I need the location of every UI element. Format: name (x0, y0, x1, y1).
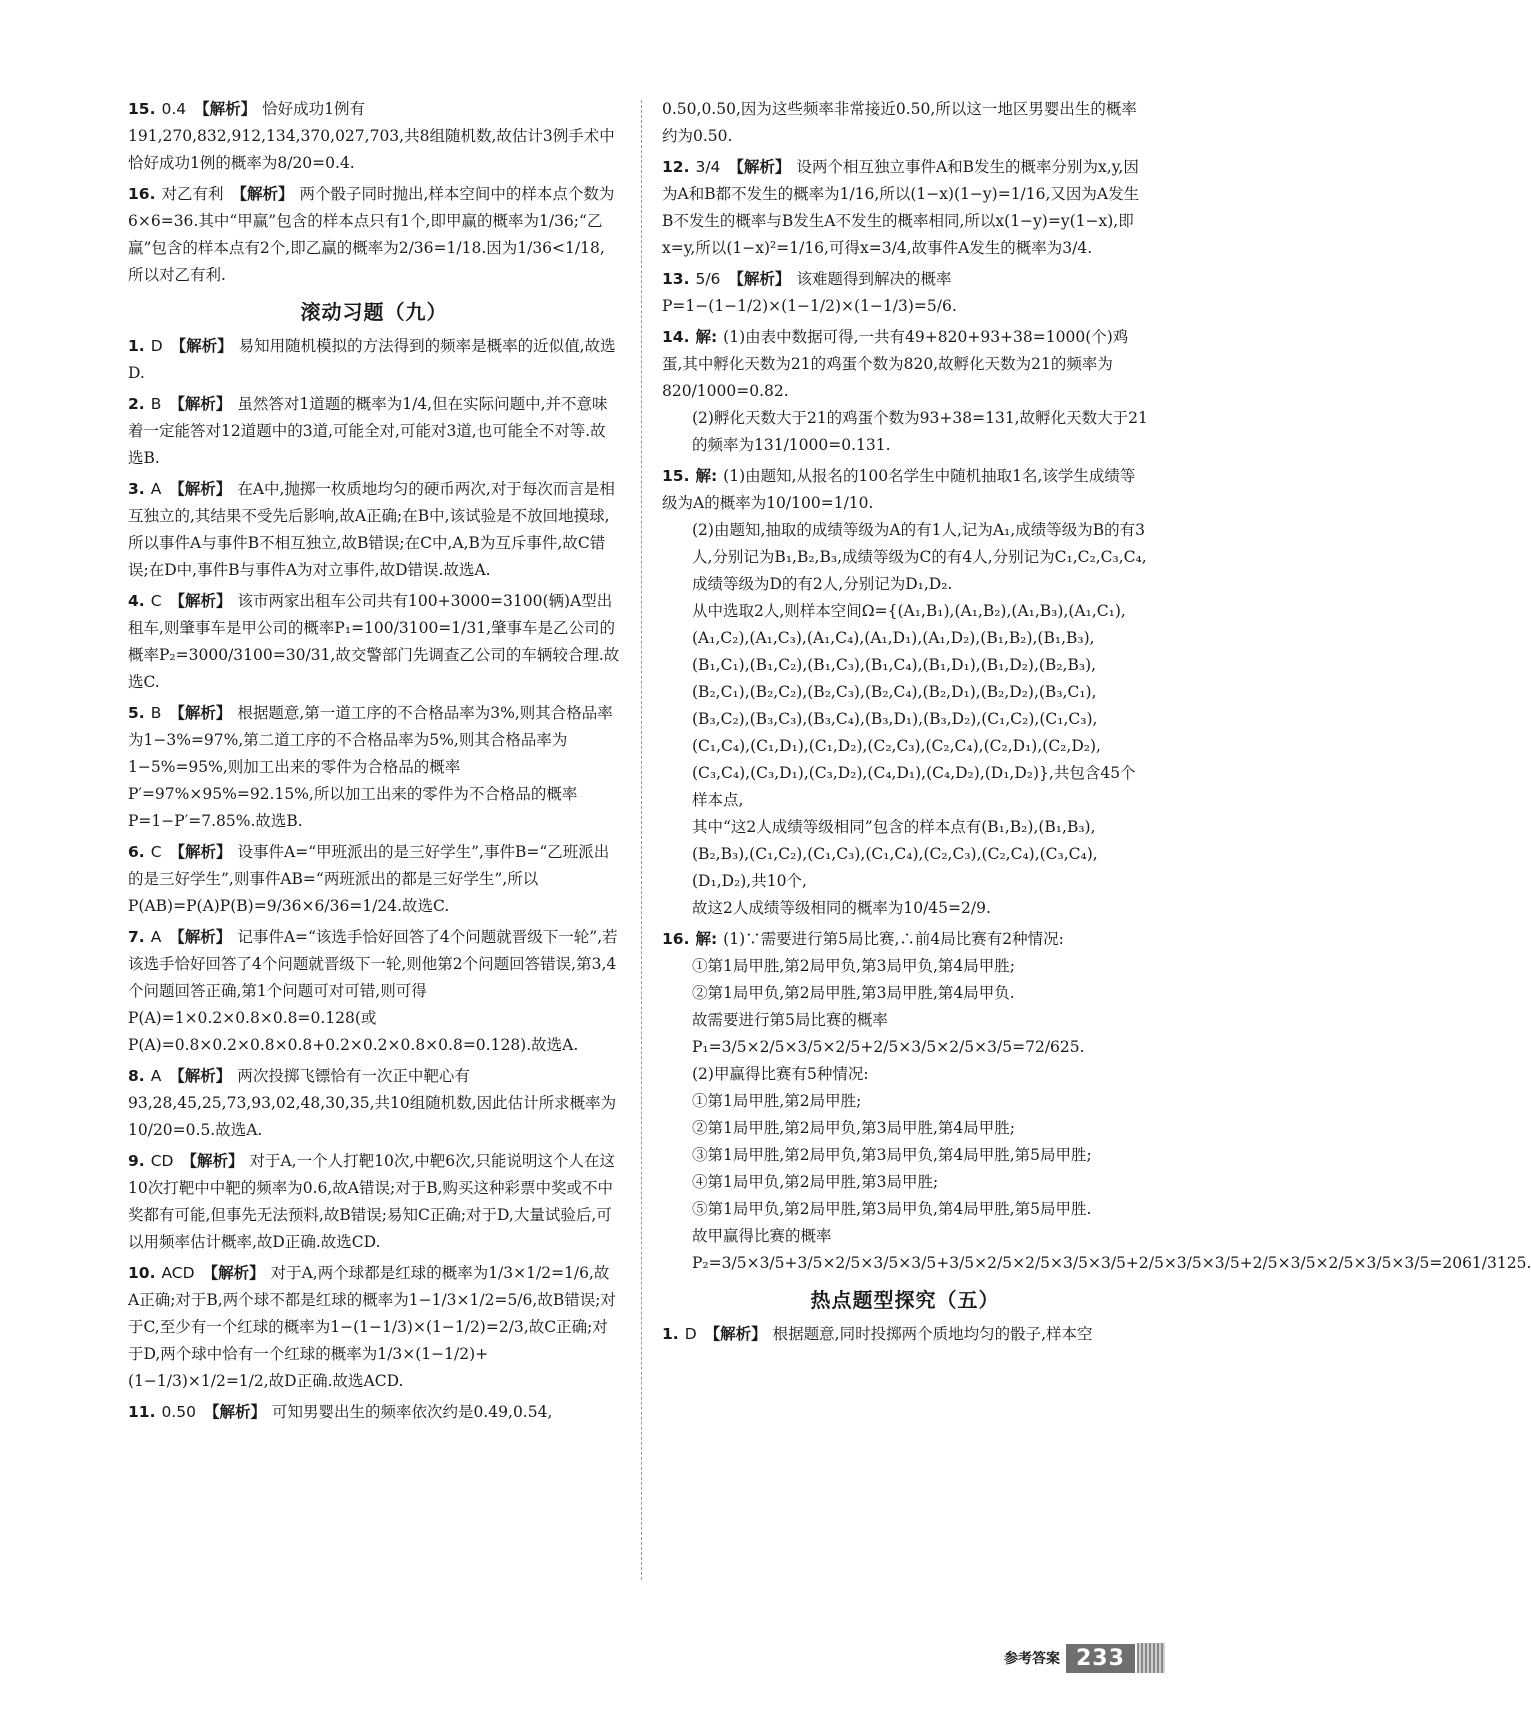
page-number: 233 (1066, 1644, 1135, 1673)
column-divider (641, 100, 642, 1580)
question-number: 4. (128, 592, 145, 610)
answer-line (128, 181, 620, 289)
explanation-text: 对于A,一个人打靶10次,中靶6次,只能说明这个人在这10次打靶中中靶的频率为0.6,故A错误;对于B,购买这种彩票中奖或不中奖都有可能,但事先无法预料,故B错误;易知C正确;对于D,大量试验后,可以用频率估计概率,故D正确.故选CD. (128, 1152, 616, 1251)
section-title: 热点题型探究（五） (810, 1288, 1000, 1312)
answer-choice: A (150, 928, 162, 946)
analysis-tag: 解: (695, 930, 718, 948)
analysis-tag: 【解析】 (728, 158, 791, 176)
answer-item (128, 1063, 620, 1144)
answer-item (128, 588, 620, 696)
answer-line (128, 588, 620, 696)
explanation-text: 该市两家出租车公司共有100+3000=3100(辆)A型出租车,则肇事车是甲公司的概率P₁=100/3100=1/31,肇事车是乙公司的概率P₂=3000/3100=30/31,故交警部门先调查乙公司的车辆较合理.故选C. (128, 592, 620, 691)
question-number: 6. (128, 843, 145, 861)
explanation-paragraph: ②第1局甲负,第2局甲胜,第3局甲胜,第4局甲负. (692, 984, 1015, 1002)
question-number: 1. (662, 1325, 679, 1343)
section-title: 滚动习题（九） (300, 300, 448, 324)
right-column (662, 96, 1531, 1352)
answer-item (662, 926, 1531, 1277)
answer-line (128, 1399, 620, 1426)
left-column (128, 96, 620, 1430)
analysis-tag: 【解析】 (169, 592, 232, 610)
explanation-paragraph: ⑤第1局甲负,第2局甲胜,第3局甲负,第4局甲胜,第5局甲胜. (692, 1200, 1092, 1218)
analysis-tag: 【解析】 (181, 1152, 244, 1170)
question-number: 15. (662, 467, 690, 485)
answer-choice: B (150, 704, 162, 722)
answer-item (128, 924, 620, 1059)
analysis-tag: 【解析】 (704, 1325, 767, 1343)
answer-item (128, 333, 620, 387)
analysis-tag: 【解析】 (169, 480, 232, 498)
explanation-text: 在A中,抛掷一枚质地均匀的硬币两次,对于每次而言是相互独立的,其结果不受先后影响,故A正确;在B中,该试验是不放回地摸球,所以事件A与事件B不相互独立,故B错误;在C中,A,B为互斥事件,故C错误;在D中,事件B与事件A为对立事件,故D错误.故选A. (128, 480, 615, 579)
answer-item (128, 839, 620, 920)
answer-line (128, 333, 620, 387)
answer-item (662, 96, 1148, 150)
explanation-text: 设事件A=“甲班派出的是三好学生”,事件B=“乙班派出的是三好学生”,则事件AB=“两班派出的都是三好学生”,所以P(AB)=P(A)P(B)=9/36×6/36=1/24.故选C. (128, 843, 610, 915)
answer-line (128, 1260, 620, 1395)
analysis-tag: 【解析】 (170, 337, 233, 355)
answer-line (128, 1063, 620, 1144)
explanation-paragraph: ①第1局甲胜,第2局甲负,第3局甲负,第4局甲胜; (692, 957, 1015, 975)
question-number: 15. (128, 100, 156, 118)
analysis-tag: 【解析】 (231, 185, 294, 203)
explanation-text: (1)∵需要进行第5局比赛,∴前4局比赛有2种情况: (723, 930, 1064, 948)
analysis-tag: 【解析】 (169, 1067, 232, 1085)
analysis-tag: 解: (695, 467, 718, 485)
answer-item (128, 1260, 620, 1395)
question-number: 3. (128, 480, 145, 498)
analysis-tag: 【解析】 (203, 1403, 266, 1421)
answer-line (662, 266, 1148, 320)
answer-line (128, 391, 620, 472)
answer-choice: D (684, 1325, 697, 1343)
answer-choice: B (150, 395, 162, 413)
answer-line (128, 700, 620, 835)
explanation-text: 两次投掷飞镖恰有一次正中靶心有93,28,45,25,73,93,02,48,30,35,共10组随机数,因此估计所求概率为10/20=0.5.故选A. (128, 1067, 617, 1139)
analysis-tag: 解: (695, 328, 718, 346)
question-number: 16. (128, 185, 156, 203)
question-number: 14. (662, 328, 690, 346)
analysis-tag: 【解析】 (169, 843, 232, 861)
answer-line (662, 324, 1148, 405)
explanation-paragraph: 其中“这2人成绩等级相同”包含的样本点有(B₁,B₂),(B₁,B₃),(B₂,B₃),(C₁,C₂),(C₁,C₃),(C₁,C₄),(C₂,C₃),(C₂,C₄),(C₃,C₄),(D₁,D₂),共10个, (692, 818, 1098, 890)
page-footer (1004, 1640, 1165, 1676)
question-number: 1. (128, 337, 145, 355)
explanation-text: 虽然答对1道题的概率为1/4,但在实际问题中,并不意味着一定能答对12道题中的3道,可能全对,可能对3道,也可能全不对等.故选B. (128, 395, 608, 467)
answer-item (128, 181, 620, 289)
explanation-text: (1)由表中数据可得,一共有49+820+93+38=1000(个)鸡蛋,其中孵化天数为21的鸡蛋个数为820,故孵化天数为21的频率为820/1000=0.82. (662, 328, 1129, 400)
answer-item (662, 154, 1148, 262)
answer-line (128, 839, 620, 920)
question-number: 16. (662, 930, 690, 948)
explanation-paragraph: 故甲赢得比赛的概率 (692, 1227, 832, 1245)
answer-choice: 0.50 (161, 1403, 196, 1421)
footer-label: 参考答案 (1004, 1651, 1060, 1667)
explanation-text: 记事件A=“该选手恰好回答了4个问题就晋级下一轮”,若该选手恰好回答了4个问题就晋级下一轮,则他第2个问题回答错误,第3,4个问题回答正确,第1个问题可对可错,则可得P(A)=1×0.2×0.8×0.8=0.128(或P(A)=0.8×0.2×0.8×0.8+0.2×0.2×0.8×0.8=0.128).故选A. (128, 928, 618, 1054)
answer-item (662, 266, 1148, 320)
answer-choice: 3/4 (695, 158, 721, 176)
explanation-text: (1)由题知,从报名的100名学生中随机抽取1名,该学生成绩等级为A的概率为10/100=1/10. (662, 467, 1136, 512)
answer-line (128, 476, 620, 584)
answer-item (128, 96, 620, 177)
explanation-text: 设两个相互独立事件A和B发生的概率分别为x,y,因为A和B都不发生的概率为1/16,所以(1−x)(1−y)=1/16,又因为A发生B不发生的概率与B发生A不发生的概率相同,所以x(1−y)=y(1−x),即x=y,所以(1−x)²=1/16,可得x=3/4,故事件A发生的概率为3/4. (662, 158, 1140, 257)
analysis-tag: 【解析】 (169, 704, 232, 722)
answer-choice: C (150, 592, 162, 610)
explanation-paragraph: 故这2人成绩等级相同的概率为10/45=2/9. (692, 899, 991, 917)
answer-choice: A (150, 1067, 162, 1085)
explanation-text: 该难题得到解决的概率P=1−(1−1/2)×(1−1/2)×(1−1/3)=5/6. (662, 270, 957, 315)
explanation-paragraph: 故需要进行第5局比赛的概率 (692, 1011, 888, 1029)
answer-line (128, 924, 620, 1059)
explanation-paragraph: ①第1局甲胜,第2局甲胜; (692, 1092, 862, 1110)
answer-choice: C (150, 843, 162, 861)
answer-choice: CD (150, 1152, 174, 1170)
explanation-paragraph: (2)由题知,抽取的成绩等级为A的有1人,记为A₁,成绩等级为B的有3人,分别记为B₁,B₂,B₃,成绩等级为C的有4人,分别记为C₁,C₂,C₃,C₄,成绩等级为D的有2人,分别记为D₁,D₂. (692, 521, 1147, 593)
explanation-text: 对于A,两个球都是红球的概率为1/3×1/2=1/6,故A正确;对于B,两个球不都是红球的概率为1−1/3×1/2=5/6,故B错误;对于C,至少有一个红球的概率为1−(1−1/3)×(1−1/2)=2/3,故C正确;对于D,两个球中恰有一个红球的概率为1/3×(1−1/2)+(1−1/3)×1/2=1/2,故D正确.故选ACD. (128, 1264, 616, 1390)
answer-item (128, 1399, 620, 1426)
answer-item (662, 463, 1148, 922)
answer-choice: 对乙有利 (161, 185, 224, 203)
explanation-text: 恰好成功1例有191,270,832,912,134,370,027,703,共8组随机数,故估计3例手术中恰好成功1例的概率为8/20=0.4. (128, 100, 615, 172)
answer-line (128, 1148, 620, 1256)
answer-item (128, 476, 620, 584)
answer-choice: ACD (161, 1264, 195, 1282)
explanation-paragraph: P₂=3/5×3/5+3/5×2/5×3/5×3/5+3/5×2/5×2/5×3/5×3/5+2/5×3/5×3/5+2/5×3/5×2/5×3/5×3/5=2061/3125. (692, 1254, 1531, 1272)
explanation-paragraph: ③第1局甲胜,第2局甲负,第3局甲负,第4局甲胜,第5局甲胜; (692, 1146, 1092, 1164)
explanation-paragraph: ④第1局甲负,第2局甲胜,第3局甲胜; (692, 1173, 939, 1191)
question-number: 8. (128, 1067, 145, 1085)
question-number: 10. (128, 1264, 156, 1282)
answer-line (662, 96, 1148, 150)
answer-item (128, 700, 620, 835)
analysis-tag: 【解析】 (169, 928, 232, 946)
answer-line (662, 926, 1148, 953)
analysis-tag: 【解析】 (728, 270, 791, 288)
answer-line (128, 96, 620, 177)
answer-choice: A (150, 480, 162, 498)
explanation-text: 易知用随机模拟的方法得到的频率是概率的近似值,故选D. (128, 337, 616, 382)
analysis-tag: 【解析】 (202, 1264, 265, 1282)
footer-decoration (1137, 1643, 1165, 1673)
explanation-text: 根据题意,第一道工序的不合格品率为3%,则其合格品率为1−3%=97%,第二道工序的不合格品率为5%,则其合格品率为1−5%=95%,则加工出来的零件为合格品的概率P′=97%×95%=92.15%,所以加工出来的零件为不合格品的概率P=1−P′=7.85%.故选B. (128, 704, 613, 830)
explanation-paragraph: (2)甲赢得比赛有5种情况: (692, 1065, 869, 1083)
question-number: 2. (128, 395, 145, 413)
explanation-paragraph: (2)孵化天数大于21的鸡蛋个数为93+38=131,故孵化天数大于21的频率为131/1000=0.131. (692, 409, 1148, 454)
question-number: 11. (128, 1403, 156, 1421)
explanation-text: 可知男婴出生的频率依次约是0.49,0.54, (272, 1403, 553, 1421)
explanation-paragraph: P₁=3/5×2/5×3/5×2/5+2/5×3/5×2/5×3/5=72/625. (692, 1038, 1085, 1056)
question-number: 13. (662, 270, 690, 288)
answer-item (128, 391, 620, 472)
answer-line (662, 154, 1148, 262)
explanation-text: 两个骰子同时抛出,样本空间中的样本点个数为6×6=36.其中“甲赢”包含的样本点只有1个,即甲赢的概率为1/36;“乙赢”包含的样本点有2个,即乙赢的概率为2/36=1/18.因为1/36<1/18,所以对乙有利. (128, 185, 615, 284)
answer-choice: 0.4 (161, 100, 187, 118)
explanation-paragraph: ②第1局甲胜,第2局甲负,第3局甲胜,第4局甲胜; (692, 1119, 1015, 1137)
answer-item (662, 324, 1148, 459)
answer-line (662, 463, 1148, 517)
question-number: 7. (128, 928, 145, 946)
analysis-tag: 【解析】 (169, 395, 232, 413)
answer-item (128, 1148, 620, 1256)
explanation-paragraph: 从中选取2人,则样本空间Ω={(A₁,B₁),(A₁,B₂),(A₁,B₃),(A₁,C₁),(A₁,C₂),(A₁,C₃),(A₁,C₄),(A₁,D₁),(A₁,D₂),(B₁,B₂),(B₁,B₃),(B₁,C₁),(B₁,C₂),(B₁,C₃),(B₁,C₄),(B₁,D₁),(B₁,D₂),(B₂,B₃),(B₂,C₁),(B₂,C₂),(B₂,C₃),(B₂,C₄),(B₂,D₁),(B₂,D₂),(B₃,C₁),(B₃,C₂),(B₃,C₃),(B₃,C₄),(B₃,D₁),(B₃,D₂),(C₁,C₂),(C₁,C₃),(C₁,C₄),(C₁,D₁),(C₁,D₂),(C₂,C₃),(C₂,C₄),(C₂,D₁),(C₂,D₂),(C₃,C₄),(C₃,D₁),(C₃,D₂),(C₄,D₁),(C₄,D₂),(D₁,D₂)},共包含45个样本点, (692, 602, 1136, 809)
explanation-text: 根据题意,同时投掷两个质地均匀的骰子,样本空 (772, 1325, 1093, 1343)
answer-line (662, 1321, 1148, 1348)
question-number: 5. (128, 704, 145, 722)
answer-item (662, 1321, 1148, 1348)
analysis-tag: 【解析】 (194, 100, 257, 118)
answer-choice: D (150, 337, 163, 355)
question-number: 12. (662, 158, 690, 176)
question-number: 9. (128, 1152, 145, 1170)
explanation-text: 0.50,0.50,因为这些频率非常接近0.50,所以这一地区男婴出生的概率约为0.50. (662, 100, 1137, 145)
answer-choice: 5/6 (695, 270, 721, 288)
